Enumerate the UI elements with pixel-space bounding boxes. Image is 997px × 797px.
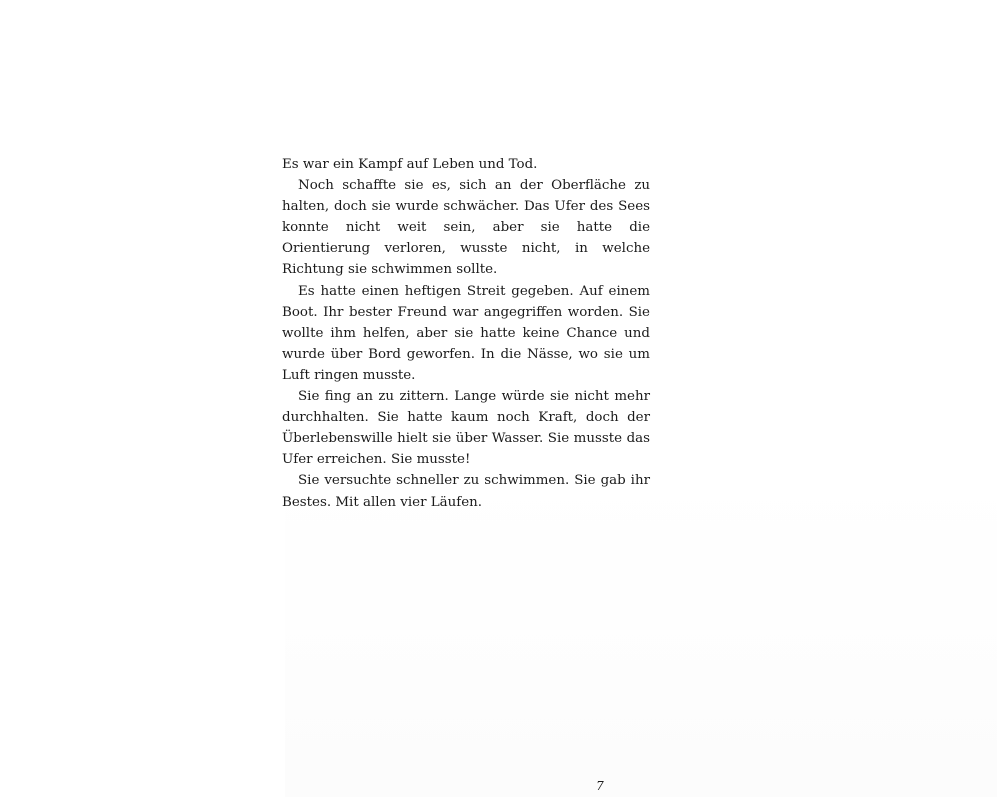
paragraph-4: Sie fing an zu zittern. Lange würde sie nicht mehr durchhalten. Sie hatte kaum noch Kraft, doch der Überlebenswille hielt sie über Wasser. Sie musste das Ufer erreichen. Sie musste! xyxy=(282,389,650,468)
paragraph-5: Sie versuchte schneller zu schwimmen. Sie gab ihr Bestes. Mit allen vier Läufen. xyxy=(282,473,650,510)
page-shading xyxy=(285,470,997,797)
paragraph-1: Es war ein Kampf auf Leben und Tod. xyxy=(282,157,538,172)
page-number: 7 xyxy=(596,779,604,793)
paragraph-2: Noch schaffte sie es, sich an der Oberfläche zu halten, doch sie wurde schwächer. Das Ufer des Sees konnte nicht weit sein, aber sie hatte die Orientierung verloren, wusste nicht, in welche Richtung sie schwimmen sollte. xyxy=(282,178,650,278)
paragraph-3: Es hatte einen heftigen Streit gegeben. Auf einem Boot. Ihr bester Freund war angegriffen worden. Sie wollte ihm helfen, aber sie hatte keine Chance und wurde über Bord geworfen. In die Nässe, wo sie um Luft ringen musste. xyxy=(282,283,650,383)
body-text xyxy=(282,154,650,513)
